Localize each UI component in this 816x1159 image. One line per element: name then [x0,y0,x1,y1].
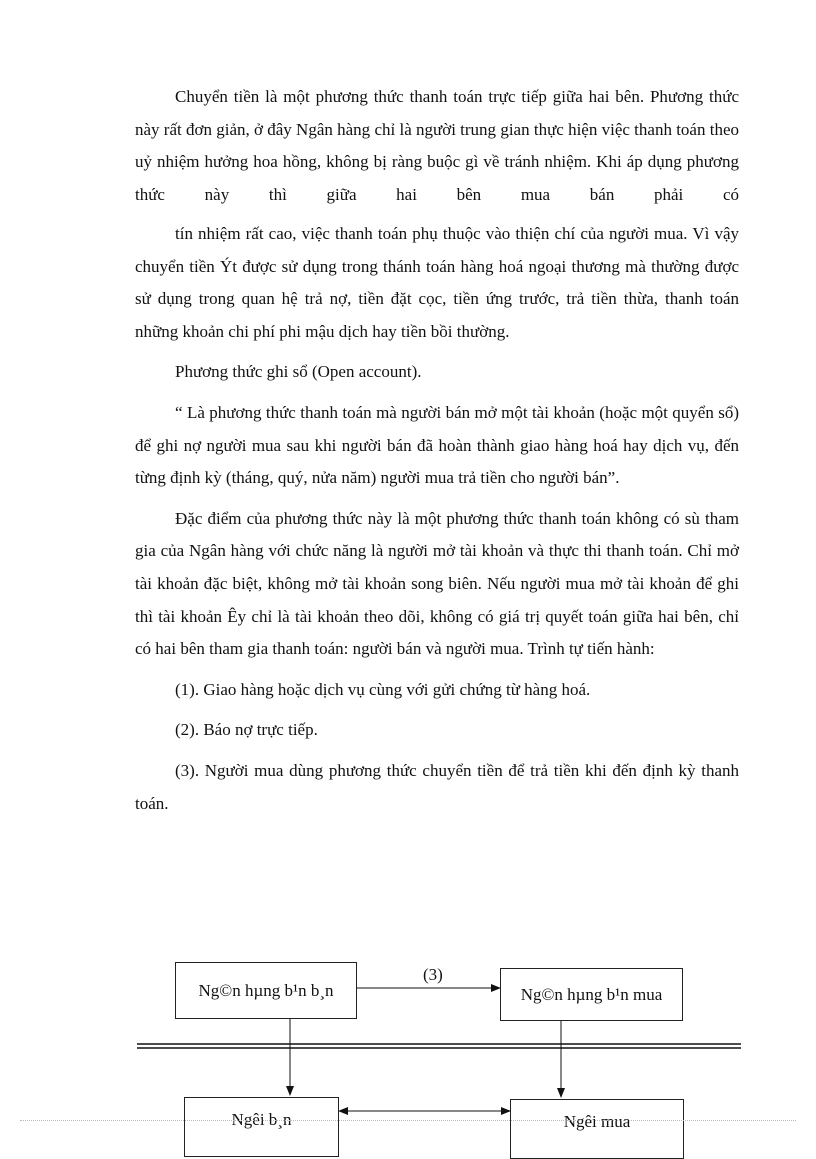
buyer-label: Ngêi mua [563,1112,631,1131]
seller-box [184,1097,339,1157]
buyer-box [510,1099,684,1159]
seller-label: Ngêi b¸n [231,1110,292,1129]
paragraph-open-account-definition: “ Là phương thức thanh toán mà người bán mở một tài khoản (hoặc một quyển sổ) để ghi nợ người mua sau khi người bán đã hoàn thành giao hàng hoá hay dịch vụ, đến từng định kỳ (tháng, quý, nửa năm) người mua trả tiền cho người bán”. [135,402,739,488]
step-3: (3). Người mua dùng phương thức chuyển tiền để trả tiền khi đến định kỳ thanh toán. [135,760,739,813]
seller-bank-box [175,962,357,1019]
arrow-3-label: (3) [423,965,443,984]
body-text-top [135,81,739,211]
diagram-connectors [0,940,816,1123]
paragraph-transfer-trust: tín nhiệm rất cao, việc thanh toán phụ thuộc vào thiện chí của người mua. Vì vậy chuyển tiền Ýt được sử dụng trong thánh toán hàng hoá ngoại thương mà thường được sử dụng trong quan hệ trả nợ, tiền đặt cọc, tiền ứng trước, trả tiền thừa, thanh toán những khoản chi phí phi mậu dịch hay tiền bồi thường. [135,224,739,341]
buyer-bank-box [500,968,683,1021]
payment-flow-diagram [0,940,816,1131]
paragraph-open-account-heading: Phương thức ghi sổ (Open account). [175,362,422,382]
paragraph-transfer-intro: Chuyển tiền là một phương thức thanh toán trực tiếp giữa hai bên. Phương thức này rất đơn giản, ở đây Ngân hàng chỉ là người trung gian thực hiện việc thanh toán theo uỷ nhiệm hưởng hoa hồng, không bị ràng buộc gì về tránh nhiệm. Khi áp dụng phương thức này thì giữa hai bên mua bán phải có [135,87,739,204]
buyer-bank-label: Ng©n hµng b¹n mua [520,984,663,1004]
step-1: (1). Giao hàng hoặc dịch vụ cùng với gửi chứng từ hàng hoá. [175,679,591,699]
paragraph-open-account-features: Đặc điểm của phương thức này là một phương thức thanh toán không có sù tham gia của Ngân hàng với chức năng là người mở tài khoản và thực thi thanh toán. Chỉ mở tài khoản đặc biệt, không mở tài khoản song biên. Nếu người mua mở tài khoản để ghi thì tài khoản Êy chỉ là tài khoản theo dõi, không có giá trị quyết toán giữa hai bên, chỉ có hai bên tham gia thanh toán: người bán và người mua. Trình tự tiến hành: [135,508,739,659]
page-break-line [20,1120,796,1121]
body-text-main [135,218,739,820]
seller-bank-label: Ng©n hµng b¹n b¸n [198,980,334,1000]
step-2: (2). Báo nợ trực tiếp. [175,720,318,740]
